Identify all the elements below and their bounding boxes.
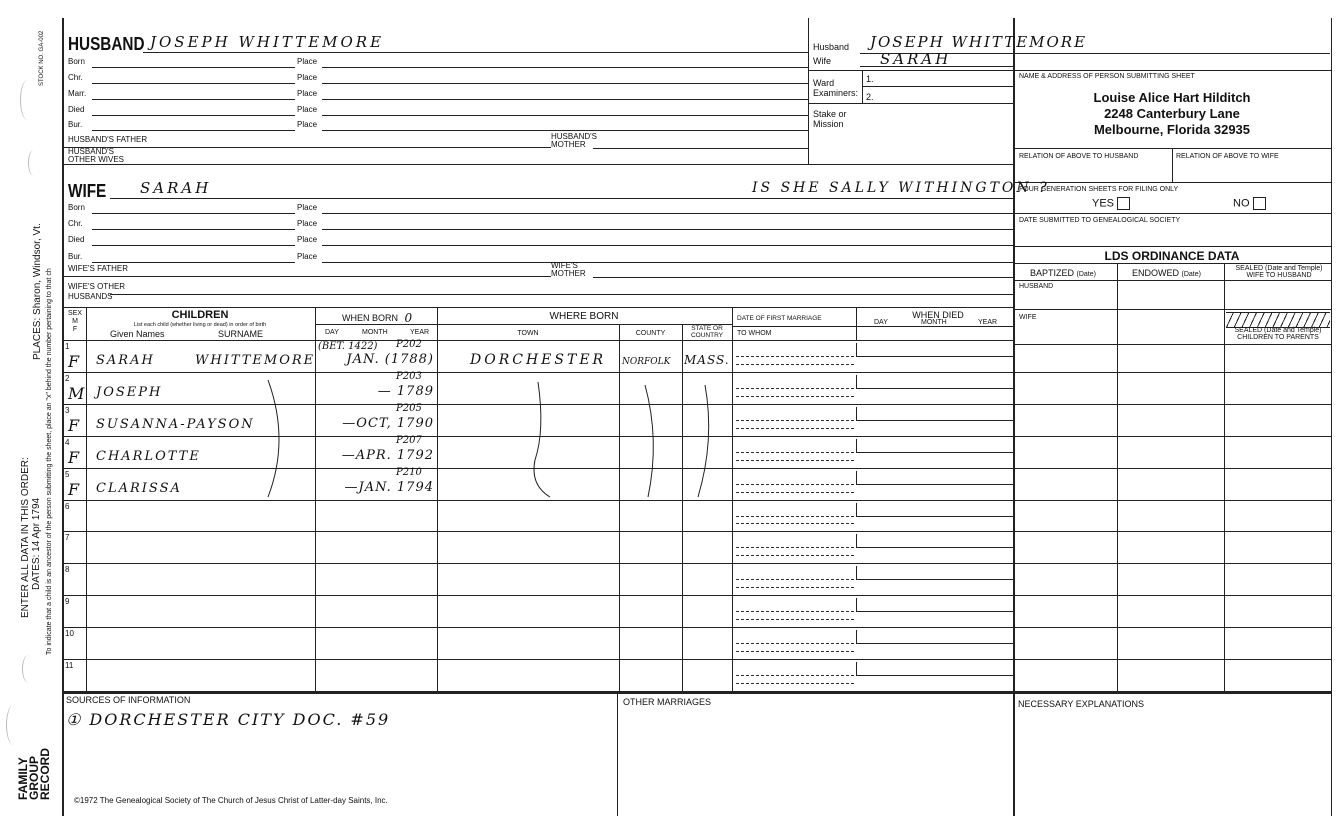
child-birth-date[interactable]: — 1789 [377,383,434,399]
sealed-children-label: SEALED (Date and Temple) CHILDREN TO PARENTS [1234,327,1322,341]
dates-instruction: DATES: 14 Apr 1794 [31,497,42,590]
first-marriage-header: DATE OF FIRST MARRIAGE [737,315,822,322]
four-generation-label: FOUR GENERATION SHEETS FOR FILING ONLY [1019,186,1179,193]
children-instruction: List each child (whether living or dead) in order of birth [133,322,267,328]
child-page-ref[interactable]: P207 [396,434,422,446]
yes-checkbox[interactable]: YES [1092,197,1130,210]
sources-label: SOURCES OF INFORMATION [66,695,191,705]
child-number: 3 [65,405,70,415]
wife-ordinance-row: WIFE [1019,314,1037,321]
examiner-1: 1. [866,74,874,84]
born-day-header: DAY [325,329,339,336]
child-number: 7 [65,533,70,543]
date-submitted-label: DATE SUBMITTED TO GENEALOGICAL SOCIETY [1019,217,1181,224]
state-header: STATE OR COUNTRY [690,325,724,339]
wife-event-label: Died [68,235,85,244]
child-birth-date[interactable]: JAN. (1788) [346,352,434,367]
husband-place-label: Place [297,57,318,66]
bottom-section-line [64,692,1331,694]
wife-other-husbands-label: WIFE'S OTHER HUSBANDS [68,282,126,301]
form-title: FAMILY GROUP RECORD [16,747,52,800]
child-given-name[interactable]: CLARISSA [96,480,182,496]
baptized-label: BAPTIZED (Date) [1030,268,1096,278]
enter-order-instruction: ENTER ALL DATA IN THIS ORDER: [20,457,31,618]
children-header: CHILDREN [171,309,229,321]
child-number: 6 [65,501,70,511]
child-birth-note[interactable]: (BET. 1422) [318,341,378,352]
submitter-city[interactable]: Melbourne, Florida 32935 [1093,122,1251,137]
child-page-ref[interactable]: P202 [396,339,422,350]
husband-2-event-label: Marr. [68,89,87,98]
ancestor-instruction: To indicate that a child is an ancestor of the person submitting the sheet, place an "x" behind the number pertaining to that ch [46,268,53,655]
stake-label: Stake or [813,109,847,119]
husband-summary-name[interactable]: JOSEPH WHITTEMORE [870,33,1088,51]
husband-mother-label: HUSBAND'S MOTHER [551,132,597,149]
wife-event-label: Born [68,203,85,212]
child-birth-date[interactable]: —JAN. 1794 [344,479,434,495]
wife-name[interactable]: SARAH [140,179,212,197]
places-instruction: PLACES: Sharon, Windsor, Vt. [32,223,43,360]
died-year-header: YEAR [978,319,998,326]
wife-event-label: Bur. [68,252,83,261]
child-page-ref[interactable]: P203 [396,370,422,382]
child-surname[interactable]: WHITTEMORE [195,353,316,368]
husband-place-label: Place [297,120,318,129]
child-birth-county[interactable]: NORFOLK [622,357,671,367]
born-year-header: YEAR [410,329,430,336]
wife-place-label: Place [297,252,318,261]
submitter-street[interactable]: 2248 Canterbury Lane [1104,106,1240,121]
other-marriages-label: OTHER MARRIAGES [623,697,712,707]
child-page-ref[interactable]: P205 [396,402,422,414]
child-birth-date[interactable]: —OCT, 1790 [342,415,434,431]
when-died-header: WHEN DIED [912,310,964,320]
child-number: 11 [65,661,74,670]
child-number: 9 [65,597,70,607]
copyright-notice: ©1972 The Genealogical Society of The Church of Jesus Christ of Latter-day Saints, Inc. [74,796,388,805]
submitter-label: NAME & ADDRESS OF PERSON SUBMITTING SHEET [1019,73,1195,80]
wife-place-label: Place [297,235,318,244]
husband-0-event-label: Born [68,57,85,66]
submitter-name[interactable]: Louise Alice Hart Hilditch [1093,90,1251,105]
husband-heading: HUSBAND [68,34,145,54]
mission-label: Mission [813,119,844,129]
sex-header: SEX M F [67,310,82,333]
husband-label: Husband [813,42,850,52]
husband-name[interactable]: JOSEPH WHITTEMORE [150,33,385,51]
wife-place-label: Place [297,219,318,228]
child-birth-town[interactable]: DORCHESTER [470,352,607,368]
no-checkbox[interactable]: NO [1233,197,1266,210]
husband-father-label: HUSBAND'S FATHER [68,135,148,144]
child-number: 10 [65,629,74,639]
child-number: 8 [65,565,70,575]
husband-1-event-label: Chr. [68,73,83,82]
child-number: 1 [65,342,70,351]
child-number: 2 [65,373,70,383]
endowed-label: ENDOWED (Date) [1132,268,1201,278]
county-header: COUNTY [635,330,666,337]
husband-4-event-label: Bur. [68,120,83,129]
child-number: 4 [65,437,70,447]
child-given-name[interactable]: SUSANNA-PAYSON [96,416,255,432]
wife-heading: WIFE [68,181,107,201]
born-month-header: MONTH [362,329,388,336]
wife-mother-label: WIFE'S MOTHER [551,261,586,278]
child-number: 5 [65,469,70,479]
husband-place-label: Place [297,105,318,114]
to-whom-header: TO WHOM [737,330,772,337]
child-sex[interactable]: F [68,352,80,371]
wife-event-label: Chr. [68,219,83,228]
child-sex[interactable]: F [68,447,80,467]
husband-place-label: Place [297,73,318,82]
child-sex[interactable]: F [68,479,80,499]
town-header: TOWN [517,330,539,337]
relation-husband-label: RELATION OF ABOVE TO HUSBAND [1019,153,1139,160]
husband-place-label: Place [297,89,318,98]
necessary-explanations-label: NECESSARY EXPLANATIONS [1018,699,1145,709]
relation-wife-label: RELATION OF ABOVE TO WIFE [1176,153,1279,160]
examiner-2: 2. [866,92,874,102]
wife-summary-name[interactable]: SARAH [880,50,952,68]
ward-label: Ward [813,78,835,88]
sources-value[interactable]: ① DORCHESTER CITY DOC. #59 [66,710,391,729]
examiners-label: Examiners: [813,88,859,98]
child-given-name[interactable]: SARAH [96,353,155,368]
lds-title: LDS ORDINANCE DATA [1104,249,1240,263]
husband-3-event-label: Died [68,105,85,114]
wife-place-label: Place [297,203,318,212]
stock-number: STOCK NO. GA-002 [39,30,45,86]
child-sex[interactable]: F [68,415,80,435]
child-given-name[interactable]: JOSEPH [96,384,163,400]
wife-label: Wife [813,56,831,66]
husband-ordinance-row: HUSBAND [1019,283,1054,290]
wife-identity-note[interactable]: IS SHE SALLY WITHINGTON ? [752,180,1050,196]
sealed-wife-label: SEALED (Date and Temple) WIFE TO HUSBAND [1235,265,1323,279]
child-sex[interactable]: M [68,383,85,403]
died-month-header: MONTH [921,319,947,326]
child-page-ref[interactable]: P210 [396,466,422,478]
wife-father-label: WIFE'S FATHER [68,264,129,273]
where-born-header: WHERE BORN [549,311,619,322]
when-born-header: WHEN BORN 0 [342,311,413,325]
given-names-header: Given Names [110,329,165,339]
child-given-name[interactable]: CHARLOTTE [96,448,201,464]
husband-other-wives-label: HUSBAND'S OTHER WIVES [68,147,125,164]
child-birth-date[interactable]: —APR. 1792 [341,447,434,463]
surname-header: SURNAME [218,329,264,339]
child-birth-state[interactable]: MASS. [684,353,730,367]
bottom-col-divider [617,692,618,816]
died-day-header: DAY [874,319,888,326]
